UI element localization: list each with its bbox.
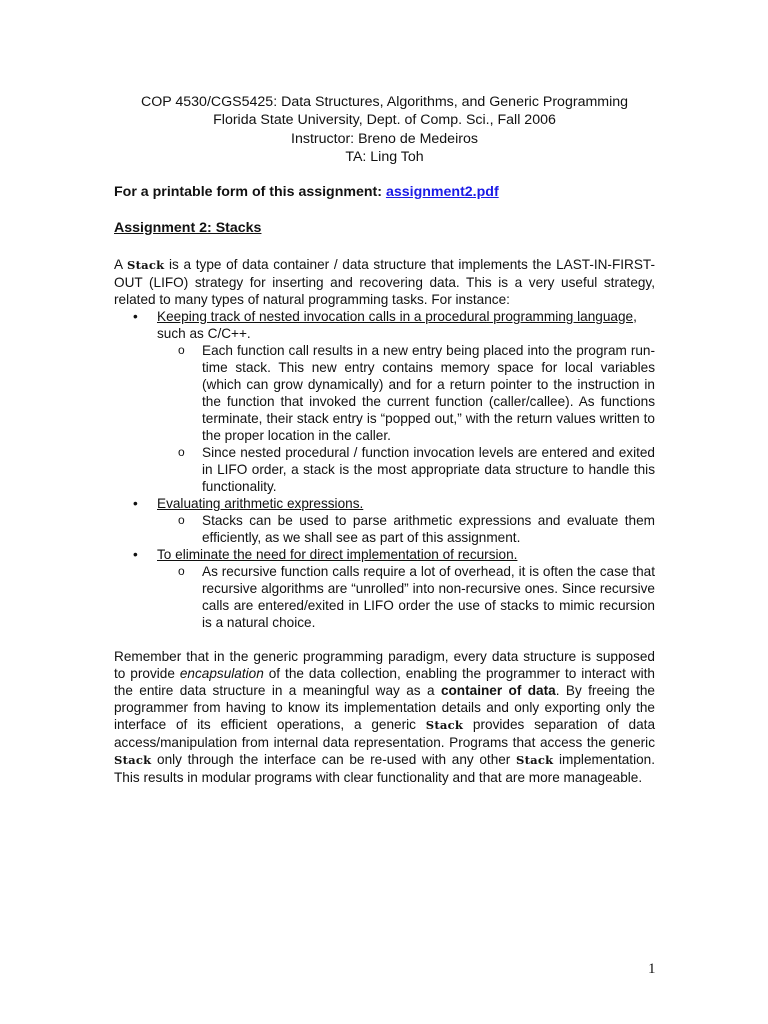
sub-list	[157, 512, 655, 546]
assignment-pdf-link[interactable]: assignment2.pdf	[385, 183, 499, 200]
sub-list-item	[114, 512, 655, 546]
stack-code-term: Stack	[127, 257, 165, 272]
sub-bullet-marker: o	[178, 563, 185, 578]
course-header	[114, 93, 655, 167]
para-text: implementation. This results in modular programs with clear functionality and that are more manageable.	[114, 751, 655, 785]
bullet-marker: •	[133, 546, 138, 562]
list-item	[114, 308, 655, 495]
bullet-list	[114, 308, 655, 631]
sub-list-item	[114, 342, 655, 444]
sub-list	[157, 563, 655, 631]
bullet-marker: •	[133, 308, 138, 324]
sub-item-text: Stacks can be used to parse arithmetic expressions and evaluate them efficiently, as we shall see as part of this assignment.	[202, 512, 655, 545]
ta-line: TA: Ling Toh	[345, 149, 424, 166]
para-text: . By freeing the programmer from having to know its implementation details and only exporting only the interface of its efficient operations, a generic	[114, 682, 655, 732]
sub-list-item	[114, 444, 655, 495]
sub-item-text: Each function call results in a new entry being placed into the program run-time stack. This new entry contains memory space for local variables (which can grow dynamically) and for a return pointer to the instruction in the function that invoked the current function (caller/callee). As functions terminate, their stack entry is “popped out,” with the return values written to the proper location in the caller.	[202, 342, 655, 443]
intro-text-start: A	[114, 256, 127, 272]
para-text: only through the interface can be re-used with any other	[151, 751, 517, 767]
printable-label: For a printable form of this assignment:	[114, 183, 386, 200]
university-line: Florida State University, Dept. of Comp. Sci., Fall 2006	[213, 112, 556, 129]
para-text: provides separation of data access/manipulation from internal data representation. Programs that access the generic	[114, 716, 656, 750]
stack-code-term: Stack	[516, 752, 554, 767]
bullet-label: To eliminate the need for direct implementation of recursion.	[157, 546, 518, 562]
para-text: Remember that in the generic programming paradigm, every data structure is supposed to provide	[114, 648, 655, 681]
encapsulation-term: encapsulation	[179, 665, 264, 681]
stack-code-term: Stack	[425, 717, 464, 732]
sub-bullet-marker: o	[178, 444, 185, 459]
container-of-data-term: container of data	[440, 682, 556, 698]
instructor-line: Instructor: Breno de Medeiros	[291, 130, 478, 147]
bullet-label: Keeping track of nested invocation calls in a procedural programming language	[157, 308, 634, 324]
sub-list	[157, 342, 655, 495]
document-page	[114, 93, 655, 786]
sub-bullet-marker: o	[178, 342, 185, 357]
intro-paragraph	[114, 256, 655, 308]
list-item	[114, 546, 655, 631]
sub-list-item	[114, 563, 655, 631]
sub-item-text: As recursive function calls require a lot of overhead, it is often the case that recursive algorithms are “unrolled” into non-recursive ones. Since recursive calls are entered/exited in LIFO order the use of stacks to mimic recursion is a natural choice.	[202, 563, 655, 630]
stack-code-term: Stack	[114, 752, 152, 767]
page-number: 1	[648, 961, 656, 977]
list-item	[114, 495, 655, 546]
para-text: of the data collection, enabling the programmer to interact with the entire data structure in a meaningful way as a	[114, 665, 655, 698]
assignment-title: Assignment 2: Stacks	[114, 219, 262, 236]
bullet-marker: •	[133, 495, 138, 511]
course-title: COP 4530/CGS5425: Data Structures, Algorithms, and Generic Programming	[140, 94, 629, 110]
sub-bullet-marker: o	[178, 512, 185, 527]
generic-programming-paragraph	[114, 648, 655, 786]
printable-form-line	[114, 184, 655, 201]
bullet-label: Evaluating arithmetic expressions.	[157, 495, 364, 511]
intro-text-rest: is a type of data container / data structure that implements the LAST-IN-FIRST-OUT (LIFO) strategy for inserting and recovering data. This is a very useful strategy, related to many types of natural programming tasks. For instance:	[114, 256, 656, 307]
sub-item-text: Since nested procedural / function invocation levels are entered and exited in LIFO order, a stack is the most appropriate data structure to handle this functionality.	[202, 444, 655, 494]
bullet-label-rest: , such as C/C++.	[157, 308, 637, 341]
